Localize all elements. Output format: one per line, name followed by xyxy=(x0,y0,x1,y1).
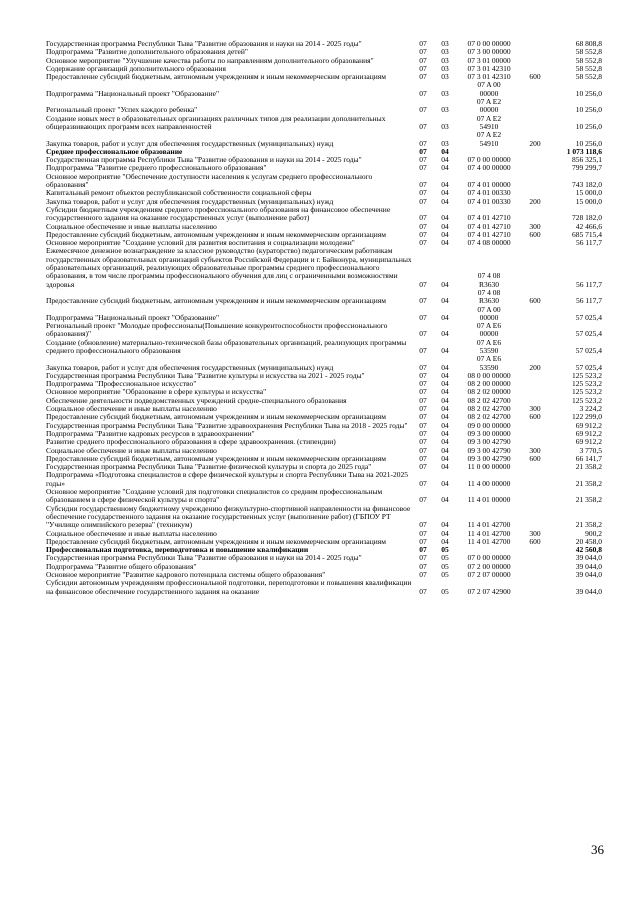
row-name: Развитие среднего профессионального образования в сфере здравоохранения. (стипендии) xyxy=(46,437,336,447)
row-section-code: 07 xyxy=(419,312,427,322)
row-name: Содержание организаций дополнительного образования xyxy=(46,63,226,73)
row-expense-type-code xyxy=(522,40,548,48)
row-expense-type-code xyxy=(522,173,548,190)
row-subsection-code: 03 xyxy=(441,47,449,57)
row-section-code: 07 xyxy=(419,453,427,463)
row-amount: 39 044,0 xyxy=(575,570,602,579)
row-expense-type-code xyxy=(522,306,548,323)
row-amount: 15 000,0 xyxy=(575,196,602,206)
row-target-article-code: 07 A 00 00000 xyxy=(477,80,501,98)
row-target-article-code: 08 2 02 00000 xyxy=(467,387,511,397)
row-amount: 68 808,8 xyxy=(575,39,602,48)
row-amount: 57 025,4 xyxy=(575,312,602,322)
row-subsection-code: 04 xyxy=(441,412,449,422)
row-amount: 3 224,2 xyxy=(579,404,602,414)
row-subsection-code: 04 xyxy=(441,238,449,248)
row-expense-type-code xyxy=(522,546,548,554)
row-section-code: 07 xyxy=(419,138,427,148)
row-name: Профессиональная подготовка, переподготовка и повышение квалификации xyxy=(46,545,309,555)
row-section-code: 07 xyxy=(419,437,427,447)
row-expense-type-code xyxy=(522,471,548,488)
row-subsection-code: 03 xyxy=(441,88,449,98)
row-name: Предоставление субсидий бюджетным, автономным учреждениям и иным некоммерческим организациям xyxy=(46,72,386,82)
row-subsection-code: 04 xyxy=(441,495,449,505)
table-row xyxy=(46,115,602,132)
row-section-code: 07 xyxy=(419,561,427,571)
row-subsection-code: 04 xyxy=(441,146,449,156)
row-expense-type-code xyxy=(522,81,548,98)
row-amount: 10 256,0 xyxy=(575,105,602,115)
row-section-code: 07 xyxy=(419,420,427,430)
row-expense-type-code xyxy=(522,554,548,562)
row-amount: 10 256,0 xyxy=(575,88,602,98)
row-subsection-code: 04 xyxy=(441,155,449,165)
row-section-code: 07 xyxy=(419,88,427,98)
row-target-article-code: 07 4 01 42710 xyxy=(467,221,511,231)
row-subsection-code: 04 xyxy=(441,428,449,438)
row-name: Подпрограмма "Развитие дополнительного образования детей" xyxy=(46,47,248,57)
row-subsection-code: 04 xyxy=(441,279,449,289)
row-name: Государственная программа Республики Тыва "Развитие физической культуры и спорта до 2025 года" xyxy=(46,462,372,472)
row-expense-type-code: 600 xyxy=(529,412,541,422)
row-amount: 856 325,1 xyxy=(572,155,602,165)
row-amount: 743 182,0 xyxy=(572,180,602,190)
row-amount: 122 299,0 xyxy=(572,412,602,422)
row-target-article-code: 07 4 08 00000 xyxy=(467,238,511,248)
row-name: Ежемесячное денежное вознаграждение за классное руководство (кураторство) педагогическим работникам государственных образовательных организаций субъектов Российской Федерации и г. Байконура, муниципальных образовательных организаций, реализующих образовательные программы среднего профессионального образования, в том числе программы профессионального обучения для лиц с ограниченными возможностями здоровья xyxy=(46,246,412,289)
row-target-article-code: 07 4 01 42710 xyxy=(467,229,511,239)
row-section-code: 07 xyxy=(419,188,427,198)
row-expense-type-code: 300 xyxy=(529,445,541,455)
row-expense-type-code xyxy=(522,115,548,132)
row-amount: 125 523,2 xyxy=(572,370,602,380)
row-amount: 58 552,8 xyxy=(575,72,602,82)
table-row xyxy=(46,289,602,306)
table-row xyxy=(46,579,602,596)
row-section-code: 07 xyxy=(419,379,427,389)
row-section-code: 07 xyxy=(419,528,427,538)
row-expense-type-code xyxy=(522,156,548,164)
table-row xyxy=(46,488,602,505)
row-section-code: 07 xyxy=(419,229,427,239)
row-amount: 10 256,0 xyxy=(575,121,602,131)
row-target-article-code: 09 3 00 00000 xyxy=(467,428,511,438)
row-target-article-code: 07 3 01 00000 xyxy=(467,55,511,65)
row-subsection-code: 04 xyxy=(441,312,449,322)
row-section-code: 07 xyxy=(419,536,427,546)
row-expense-type-code xyxy=(522,579,548,596)
row-section-code: 07 xyxy=(419,370,427,380)
row-amount: 125 523,2 xyxy=(572,395,602,405)
row-section-code: 07 xyxy=(419,404,427,414)
table-row xyxy=(46,471,602,488)
row-subsection-code: 05 xyxy=(441,570,449,579)
row-target-article-code: 09 3 00 42790 xyxy=(467,437,511,447)
table-row xyxy=(46,173,602,190)
row-name: Предоставление субсидий бюджетным, автономным учреждениям и иным некоммерческим организациям xyxy=(46,412,386,422)
row-amount: 1 073 118,6 xyxy=(566,146,602,156)
row-name: Государственная программа Республики Тыва "Развитие здравоохранения Республики Тыва на 2018 - 2025 годы" xyxy=(46,420,408,430)
row-expense-type-code xyxy=(522,571,548,579)
row-amount: 20 458,0 xyxy=(575,536,602,546)
row-subsection-code: 03 xyxy=(441,121,449,131)
row-section-code: 07 xyxy=(419,221,427,231)
row-expense-type-code xyxy=(522,148,548,156)
row-subsection-code: 04 xyxy=(441,387,449,397)
row-subsection-code: 03 xyxy=(441,55,449,65)
row-amount: 3 770,5 xyxy=(579,445,602,455)
row-expense-type-code xyxy=(522,48,548,56)
row-target-article-code: 07 4 00 00000 xyxy=(467,163,511,173)
row-amount: 21 358,2 xyxy=(575,520,602,530)
row-amount: 66 141,7 xyxy=(575,453,602,463)
budget-table-body xyxy=(46,40,602,596)
page-number: 36 xyxy=(591,842,604,857)
row-section-code: 07 xyxy=(419,445,427,455)
row-section-code: 07 xyxy=(419,462,427,472)
row-expense-type-code xyxy=(522,57,548,65)
row-amount: 125 523,2 xyxy=(572,379,602,389)
row-name: Капитальный ремонт объектов республиканской собственности социальной сферы xyxy=(46,188,312,198)
row-subsection-code: 04 xyxy=(441,188,449,198)
row-section-code: 07 xyxy=(419,196,427,206)
row-section-code: 07 xyxy=(419,39,427,48)
row-amount: 125 523,2 xyxy=(572,387,602,397)
row-subsection-code: 04 xyxy=(441,221,449,231)
row-subsection-code: 05 xyxy=(441,545,449,555)
row-target-article-code: 07 0 00 00000 xyxy=(467,155,511,165)
row-amount: 58 552,8 xyxy=(575,55,602,65)
row-target-article-code: 08 2 02 42700 xyxy=(467,404,511,414)
table-row xyxy=(46,81,602,98)
row-target-article-code: 07 4 01 00000 xyxy=(467,180,511,190)
row-subsection-code: 04 xyxy=(441,478,449,488)
row-target-article-code: 11 4 01 42700 xyxy=(467,528,511,538)
row-expense-type-code: 600 xyxy=(529,453,541,463)
row-expense-type-code: 200 xyxy=(529,196,541,206)
row-amount: 685 715,4 xyxy=(572,229,602,239)
row-expense-type-code xyxy=(522,430,548,438)
row-amount: 58 552,8 xyxy=(575,47,602,57)
row-expense-type-code: 600 xyxy=(529,72,541,82)
row-name: Государственная программа Республики Тыва "Развитие образования и науки на 2014 - 2025 годы" xyxy=(46,39,362,48)
row-section-code: 07 xyxy=(419,586,427,596)
row-target-article-code: 09 0 00 00000 xyxy=(467,420,511,430)
row-section-code: 07 xyxy=(419,163,427,173)
row-target-article-code: 09 3 00 42790 xyxy=(467,445,511,455)
row-subsection-code: 03 xyxy=(441,39,449,48)
row-subsection-code: 05 xyxy=(441,561,449,571)
row-target-article-code: 07 3 00 00000 xyxy=(467,47,511,57)
row-target-article-code: 08 2 00 00000 xyxy=(467,379,511,389)
row-target-article-code: 07 3 01 42310 xyxy=(467,72,511,82)
row-name: Социальное обеспечение и иные выплаты населению xyxy=(46,528,217,538)
row-name: Закупка товаров, работ и услуг для обеспечения государственных (муниципальных) нужд xyxy=(46,196,334,206)
row-amount: 56 117,7 xyxy=(576,296,602,306)
row-subsection-code: 04 xyxy=(441,345,449,355)
row-amount: 69 912,2 xyxy=(575,420,602,430)
row-expense-type-code: 600 xyxy=(529,229,541,239)
row-subsection-code: 03 xyxy=(441,63,449,73)
row-subsection-code: 04 xyxy=(441,370,449,380)
row-name: Подпрограмма «Подготовка специалистов в сфере физической культуры и спорта Республики Тыва на 2021-2025 годы» xyxy=(46,470,408,488)
row-amount: 900,2 xyxy=(585,528,602,538)
row-expense-type-code xyxy=(522,380,548,388)
row-target-article-code: 08 2 02 42700 xyxy=(467,395,511,405)
row-amount: 21 358,2 xyxy=(575,478,602,488)
row-target-article-code: 07 2 07 00000 xyxy=(467,570,511,579)
row-section-code: 07 xyxy=(419,329,427,339)
row-amount: 69 912,2 xyxy=(575,428,602,438)
row-subsection-code: 04 xyxy=(441,462,449,472)
row-name: Подпрограмма "Национальный проект "Образование" xyxy=(46,312,220,322)
row-name: Основное мероприятие "Развитие кадрового потенциала системы общего образования" xyxy=(46,570,326,579)
row-subsection-code: 05 xyxy=(441,586,449,596)
row-subsection-code: 04 xyxy=(441,520,449,530)
row-name: Государственная программа Республики Тыва "Развитие культуры и искусства на 2021 - 2025 годы" xyxy=(46,370,365,380)
row-section-code: 07 xyxy=(419,545,427,555)
table-row xyxy=(46,339,602,356)
row-name: Социальное обеспечение и иные выплаты населению xyxy=(46,221,217,231)
row-target-article-code: 09 3 00 42790 xyxy=(467,453,511,463)
row-target-article-code: 07 4 01 42710 xyxy=(467,213,511,223)
row-target-article-code: 07 A E2 54910 xyxy=(476,113,502,131)
row-name: Подпрограмма "Развитие среднего профессионального образования" xyxy=(46,163,267,173)
row-amount: 799 299,7 xyxy=(572,163,602,173)
row-section-code: 07 xyxy=(419,63,427,73)
row-amount: 42 560,8 xyxy=(575,545,602,555)
budget-table xyxy=(46,40,602,596)
row-section-code: 07 xyxy=(419,495,427,505)
row-expense-type-code xyxy=(522,247,548,288)
row-subsection-code: 03 xyxy=(441,138,449,148)
row-section-code: 07 xyxy=(419,553,427,563)
row-expense-type-code: 300 xyxy=(529,528,541,538)
row-subsection-code: 04 xyxy=(441,453,449,463)
row-expense-type-code xyxy=(522,322,548,339)
row-target-article-code: 11 4 01 00000 xyxy=(467,495,511,505)
row-name: Государственная программа Республики Тыва "Развитие образования и науки на 2014 - 2025 годы" xyxy=(46,553,362,563)
row-name: Основное мероприятие "Создание условий для развития воспитания и социализации молодежи" xyxy=(46,238,355,248)
row-section-code: 07 xyxy=(419,279,427,289)
row-subsection-code: 04 xyxy=(441,536,449,546)
row-target-article-code: 07 4 08 R3630 xyxy=(477,271,501,289)
row-expense-type-code xyxy=(522,563,548,571)
row-target-article-code: 07 3 01 42310 xyxy=(467,63,511,73)
row-subsection-code: 04 xyxy=(441,196,449,206)
row-target-article-code: 11 4 01 42700 xyxy=(467,520,511,530)
row-target-article-code: 11 4 01 42700 xyxy=(467,536,511,546)
row-section-code: 07 xyxy=(419,146,427,156)
row-target-article-code: 11 4 00 00000 xyxy=(467,478,511,488)
row-name: Основное мероприятие "Образование в сфере культуры и искусства" xyxy=(46,387,267,397)
row-expense-type-code: 600 xyxy=(529,536,541,546)
row-name: Подпрограмма "Профессиональное искусство" xyxy=(46,379,197,389)
row-name: Основное мероприятие "Создание условий для подготовки специалистов со средним профессиональным образованием в сфере физической культуры и спорта" xyxy=(46,487,383,505)
row-name: Создание (обновление) материально-технической базы образовательных организаций, реализующих программы среднего профессионального образования xyxy=(46,337,407,355)
row-name: Предоставление субсидий бюджетным, автономным учреждениям и иным некоммерческим организациям xyxy=(46,229,386,239)
row-target-article-code: 08 0 00 00000 xyxy=(467,370,511,380)
row-amount: 39 044,0 xyxy=(575,586,602,596)
row-subsection-code: 04 xyxy=(441,296,449,306)
row-subsection-code: 04 xyxy=(441,445,449,455)
row-target-article-code: 11 0 00 00000 xyxy=(467,462,511,472)
row-name: Субсидии автономным учреждениям профессиональной подготовки, переподготовки и повышения квалификации на финансовое обеспечение государственного задания на оказание xyxy=(46,578,412,596)
row-name: Среднее профессиональное образование xyxy=(46,146,183,156)
row-section-code: 07 xyxy=(419,570,427,579)
row-subsection-code: 04 xyxy=(441,229,449,239)
row-subsection-code: 04 xyxy=(441,528,449,538)
row-target-article-code: 07 4 01 00330 xyxy=(467,188,511,198)
row-target-article-code: 07 A E6 53590 xyxy=(476,337,502,355)
row-subsection-code: 04 xyxy=(441,329,449,339)
row-subsection-code: 04 xyxy=(441,180,449,190)
row-section-code: 07 xyxy=(419,296,427,306)
row-subsection-code: 04 xyxy=(441,437,449,447)
row-name: Подпрограмма "Развитие общего образования" xyxy=(46,561,197,571)
row-target-article-code: 07 A E6 00000 xyxy=(476,321,502,339)
row-section-code: 07 xyxy=(419,387,427,397)
row-target-article-code: 07 A 00 00000 xyxy=(477,304,501,322)
row-amount: 56 117,7 xyxy=(576,238,602,248)
row-name: Региональный проект "Успех каждого ребенка" xyxy=(46,105,198,115)
row-expense-type-code xyxy=(522,206,548,223)
row-expense-type-code xyxy=(522,98,548,115)
row-amount: 57 025,4 xyxy=(575,329,602,339)
row-section-code: 07 xyxy=(419,72,427,82)
row-subsection-code: 04 xyxy=(441,362,449,372)
row-section-code: 07 xyxy=(419,180,427,190)
row-name: Обеспечение деятельности подведомственных учреждений средне-специального образования xyxy=(46,395,347,405)
row-name: Закупка товаров, работ и услуг для обеспечения государственных (муниципальных) нужд xyxy=(46,362,334,372)
row-amount: 69 912,2 xyxy=(575,437,602,447)
row-name: Социальное обеспечение и иные выплаты населению xyxy=(46,404,217,414)
row-target-article-code: 07 A E2 00000 xyxy=(476,97,502,115)
row-expense-type-code: 300 xyxy=(529,221,541,231)
row-subsection-code: 03 xyxy=(441,105,449,115)
row-section-code: 07 xyxy=(419,155,427,165)
row-expense-type-code xyxy=(522,463,548,471)
row-name: Субсидии бюджетным учреждениям среднего профессионального образования на финансовое обеспечение государственного задания на оказание государственных услуг (выполнение работ) xyxy=(46,204,391,223)
row-target-article-code: 07 A E6 53590 xyxy=(476,354,502,372)
table-row xyxy=(46,73,602,81)
row-name: Основное мероприятие "Улучшение качества работы по направлениям дополнительного образования" xyxy=(46,55,374,65)
row-target-article-code: 07 0 00 00000 xyxy=(467,553,511,563)
row-amount: 21 358,2 xyxy=(575,462,602,472)
row-section-code: 07 xyxy=(419,55,427,65)
row-section-code: 07 xyxy=(419,213,427,223)
table-row xyxy=(46,322,602,339)
row-expense-type-code xyxy=(522,372,548,380)
row-amount: 57 025,4 xyxy=(575,345,602,355)
table-row xyxy=(46,505,602,530)
row-name: Предоставление субсидий бюджетным, автономным учреждениям и иным некоммерческим организациям xyxy=(46,536,386,546)
row-name: Субсидии государственному бюджетному учреждению физкультурно-спортивной направленности на финансовое обеспечение государственного задания на оказание государственных услуг (выполнение работ) (ГБПОУ РТ "Училище олимпийского резерва" (техникум) xyxy=(46,503,411,530)
row-section-code: 07 xyxy=(419,105,427,115)
row-name: Создание новых мест в образовательных организациях различных типов для реализации дополнительных общеразвивающих программ всех направленностей xyxy=(46,113,386,131)
row-section-code: 07 xyxy=(419,121,427,131)
row-subsection-code: 04 xyxy=(441,379,449,389)
row-section-code: 07 xyxy=(419,362,427,372)
row-subsection-code: 04 xyxy=(441,420,449,430)
row-name: Предоставление субсидий бюджетным, автономным учреждениям и иным некоммерческим организациям xyxy=(46,453,386,463)
row-amount: 21 358,2 xyxy=(575,495,602,505)
row-expense-type-code xyxy=(522,239,548,247)
row-section-code: 07 xyxy=(419,47,427,57)
row-expense-type-code xyxy=(522,488,548,505)
row-section-code: 07 xyxy=(419,520,427,530)
row-amount: 15 000,0 xyxy=(575,188,602,198)
table-row xyxy=(46,355,602,372)
row-target-article-code: 07 4 08 R3630 xyxy=(477,287,501,306)
row-target-article-code: 07 4 01 00330 xyxy=(467,196,511,206)
row-name: Предоставление субсидий бюджетным, автономным учреждениям и иным некоммерческим организациям xyxy=(46,296,386,306)
row-expense-type-code xyxy=(522,164,548,172)
row-expense-type-code: 300 xyxy=(529,404,541,414)
table-row xyxy=(46,306,602,323)
table-row xyxy=(46,98,602,115)
table-row xyxy=(46,247,602,288)
row-section-code: 07 xyxy=(419,395,427,405)
row-name: Подпрограмма "Развитие кадровых ресурсов в здравоохранении" xyxy=(46,428,255,438)
table-row xyxy=(46,131,602,148)
row-expense-type-code xyxy=(522,388,548,396)
row-target-article-code: 07 A E2 54910 xyxy=(476,130,502,148)
row-name: Региональный проект "Молодые профессионалы(Повышение конкурентоспособности профессионального образования)" xyxy=(46,321,388,339)
row-section-code: 07 xyxy=(419,478,427,488)
row-subsection-code: 04 xyxy=(441,163,449,173)
row-subsection-code: 03 xyxy=(441,72,449,82)
row-subsection-code: 05 xyxy=(441,553,449,563)
row-amount: 56 117,7 xyxy=(576,279,602,289)
row-expense-type-code: 600 xyxy=(529,296,541,306)
row-section-code: 07 xyxy=(419,238,427,248)
row-name: Основное мероприятие "Обеспечение доступности населения к услугам среднего профессионального образования" xyxy=(46,171,373,190)
row-target-article-code: 07 2 00 00000 xyxy=(467,561,511,571)
row-name: Закупка товаров, работ и услуг для обеспечения государственных (муниципальных) нужд xyxy=(46,138,334,148)
row-amount: 10 256,0 xyxy=(575,138,602,148)
row-target-article-code: 08 2 02 42700 xyxy=(467,412,511,422)
table-row xyxy=(46,206,602,223)
row-amount: 39 044,0 xyxy=(575,561,602,571)
row-expense-type-code xyxy=(522,339,548,356)
row-target-article-code: 07 0 00 00000 xyxy=(467,39,511,48)
row-name: Подпрограмма "Национальный проект "Образование" xyxy=(46,88,220,98)
row-section-code: 07 xyxy=(419,412,427,422)
row-amount: 728 182,0 xyxy=(572,213,602,223)
row-subsection-code: 04 xyxy=(441,213,449,223)
row-subsection-code: 04 xyxy=(441,404,449,414)
row-amount: 58 552,8 xyxy=(575,63,602,73)
row-expense-type-code: 200 xyxy=(529,362,541,372)
row-section-code: 07 xyxy=(419,428,427,438)
row-subsection-code: 04 xyxy=(441,395,449,405)
row-amount: 42 466,6 xyxy=(575,221,602,231)
row-name: Государственная программа Республики Тыва "Развитие образования и науки на 2014 - 2025 годы" xyxy=(46,155,362,165)
row-amount: 57 025,4 xyxy=(575,362,602,372)
row-target-article-code: 07 2 07 42900 xyxy=(467,586,511,596)
row-section-code: 07 xyxy=(419,345,427,355)
row-expense-type-code xyxy=(522,422,548,430)
row-name: Социальное обеспечение и иные выплаты населению xyxy=(46,445,217,455)
row-expense-type-code xyxy=(522,505,548,530)
row-amount: 39 044,0 xyxy=(575,553,602,563)
row-expense-type-code: 200 xyxy=(529,138,541,148)
